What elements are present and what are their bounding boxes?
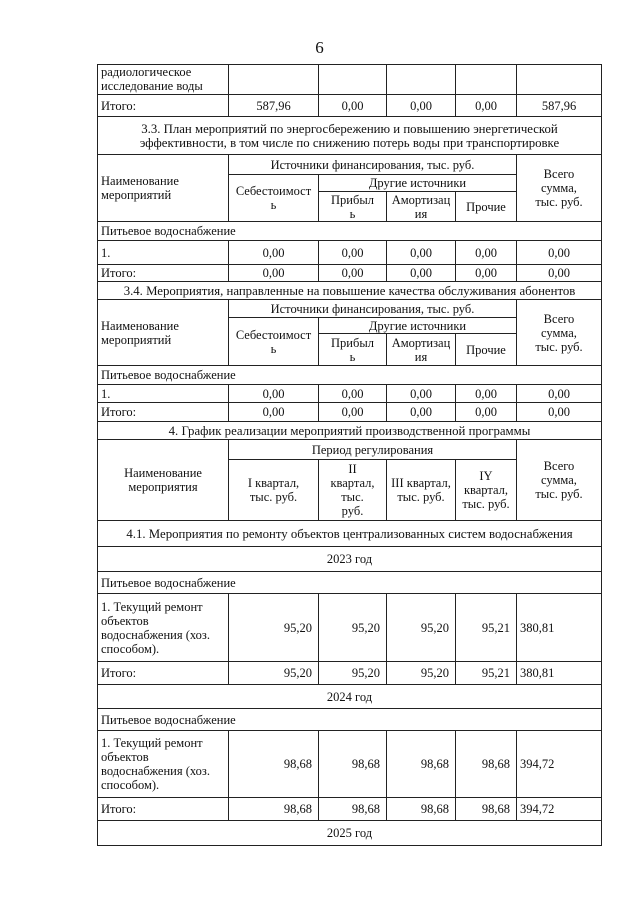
total-label: Итого: <box>98 265 229 282</box>
header-name-of-measures: Наименование мероприятий <box>98 300 229 366</box>
section-3-4-title: 3.4. Мероприятия, направленные на повышение качества обслуживания абонентов <box>98 282 602 300</box>
total-label: Итого: <box>98 798 229 821</box>
header-quarter-4: IY квартал, тыс. руб. <box>456 460 517 521</box>
total-value: 394,72 <box>517 798 602 821</box>
header-other-sources: Другие источники <box>319 318 517 334</box>
total-value: 98,68 <box>456 798 517 821</box>
header-quarter-2: II квартал, тыс. руб. <box>319 460 387 521</box>
header-profit: Прибыл ь <box>319 334 387 366</box>
header-profit: Прибыл ь <box>319 192 387 222</box>
cell-empty <box>229 64 319 95</box>
value-cell: 0,00 <box>319 385 387 403</box>
cell-empty <box>387 64 456 95</box>
water-supply-label: Питьевое водоснабжение <box>98 709 602 731</box>
value-cell: 95,20 <box>319 594 387 662</box>
total-value: 0,00 <box>456 403 517 422</box>
cell-empty <box>517 64 602 95</box>
total-value: 0,00 <box>229 265 319 282</box>
total-value: 380,81 <box>517 662 602 685</box>
header-period: Период регулирования <box>229 440 517 460</box>
total-value: 98,68 <box>229 798 319 821</box>
year-2024: 2024 год <box>98 685 602 709</box>
header-name-of-measure: Наименование мероприятия <box>98 440 229 521</box>
repair-measure-label: 1. Текущий ремонт объектов водоснабжения (хоз. способом). <box>98 594 229 662</box>
total-value: 0,00 <box>517 265 602 282</box>
value-cell: 0,00 <box>319 241 387 265</box>
cell-empty <box>456 64 517 95</box>
total-value: 0,00 <box>319 265 387 282</box>
water-supply-label: Питьевое водоснабжение <box>98 572 602 594</box>
total-value: 95,20 <box>229 662 319 685</box>
value-cell: 98,68 <box>387 731 456 798</box>
total-value: 0,00 <box>387 95 456 117</box>
value-cell: 394,72 <box>517 731 602 798</box>
value-cell: 0,00 <box>517 385 602 403</box>
total-value: 0,00 <box>456 265 517 282</box>
section-3-3-title: 3.3. План мероприятий по энергосбережению и повышению энергетической эффективности, в том числе по снижению потерь воды при транспортировке <box>98 117 602 155</box>
header-cost: Себестоимост ь <box>229 175 319 222</box>
value-cell: 0,00 <box>229 241 319 265</box>
value-cell: 0,00 <box>456 385 517 403</box>
total-value: 0,00 <box>387 265 456 282</box>
value-cell: 0,00 <box>387 241 456 265</box>
total-value: 0,00 <box>319 403 387 422</box>
total-label: Итого: <box>98 95 229 117</box>
header-cost: Себестоимост ь <box>229 318 319 366</box>
total-value: 98,68 <box>387 798 456 821</box>
header-other: Прочие <box>456 334 517 366</box>
total-value: 587,96 <box>517 95 602 117</box>
value-cell: 98,68 <box>319 731 387 798</box>
header-quarter-1: I квартал, тыс. руб. <box>229 460 319 521</box>
water-supply-label: Питьевое водоснабжение <box>98 222 602 241</box>
water-supply-label: Питьевое водоснабжение <box>98 366 602 385</box>
header-total-sum: Всего сумма, тыс. руб. <box>517 155 602 222</box>
total-value: 0,00 <box>456 95 517 117</box>
header-amort: Амортизац ия <box>387 192 456 222</box>
year-2023: 2023 год <box>98 547 602 572</box>
header-name-of-measures: Наименование мероприятий <box>98 155 229 222</box>
total-value: 0,00 <box>387 403 456 422</box>
value-cell: 0,00 <box>517 241 602 265</box>
total-value: 95,20 <box>387 662 456 685</box>
header-sources: Источники финансирования, тыс. руб. <box>229 300 517 318</box>
value-cell: 380,81 <box>517 594 602 662</box>
header-total-sum: Всего сумма, тыс. руб. <box>517 300 602 366</box>
header-total-sum: Всего сумма, тыс. руб. <box>517 440 602 521</box>
value-cell: 0,00 <box>456 241 517 265</box>
total-value: 587,96 <box>229 95 319 117</box>
total-value: 0,00 <box>517 403 602 422</box>
value-cell: 95,21 <box>456 594 517 662</box>
year-2025: 2025 год <box>98 821 602 846</box>
total-value: 95,21 <box>456 662 517 685</box>
total-value: 98,68 <box>319 798 387 821</box>
section-4-title: 4. График реализации мероприятий производственной программы <box>98 422 602 440</box>
item-number: 1. <box>98 241 229 265</box>
total-value: 0,00 <box>229 403 319 422</box>
value-cell: 0,00 <box>229 385 319 403</box>
item-number: 1. <box>98 385 229 403</box>
value-cell: 98,68 <box>229 731 319 798</box>
total-value: 0,00 <box>319 95 387 117</box>
value-cell: 0,00 <box>387 385 456 403</box>
cell-radio-label: радиологическое исследование воды <box>98 64 229 95</box>
total-value: 95,20 <box>319 662 387 685</box>
cell-empty <box>319 64 387 95</box>
total-label: Итого: <box>98 662 229 685</box>
header-other-sources: Другие источники <box>319 175 517 192</box>
section-4-1-title: 4.1. Мероприятия по ремонту объектов централизованных систем водоснабжения <box>98 521 602 547</box>
header-sources: Источники финансирования, тыс. руб. <box>229 155 517 175</box>
value-cell: 98,68 <box>456 731 517 798</box>
page-number: 6 <box>315 38 324 57</box>
value-cell: 95,20 <box>229 594 319 662</box>
header-quarter-3: III квартал, тыс. руб. <box>387 460 456 521</box>
total-label: Итого: <box>98 403 229 422</box>
header-amort: Амортизац ия <box>387 334 456 366</box>
value-cell: 95,20 <box>387 594 456 662</box>
header-other: Прочие <box>456 192 517 222</box>
repair-measure-label: 1. Текущий ремонт объектов водоснабжения (хоз. способом). <box>98 731 229 798</box>
